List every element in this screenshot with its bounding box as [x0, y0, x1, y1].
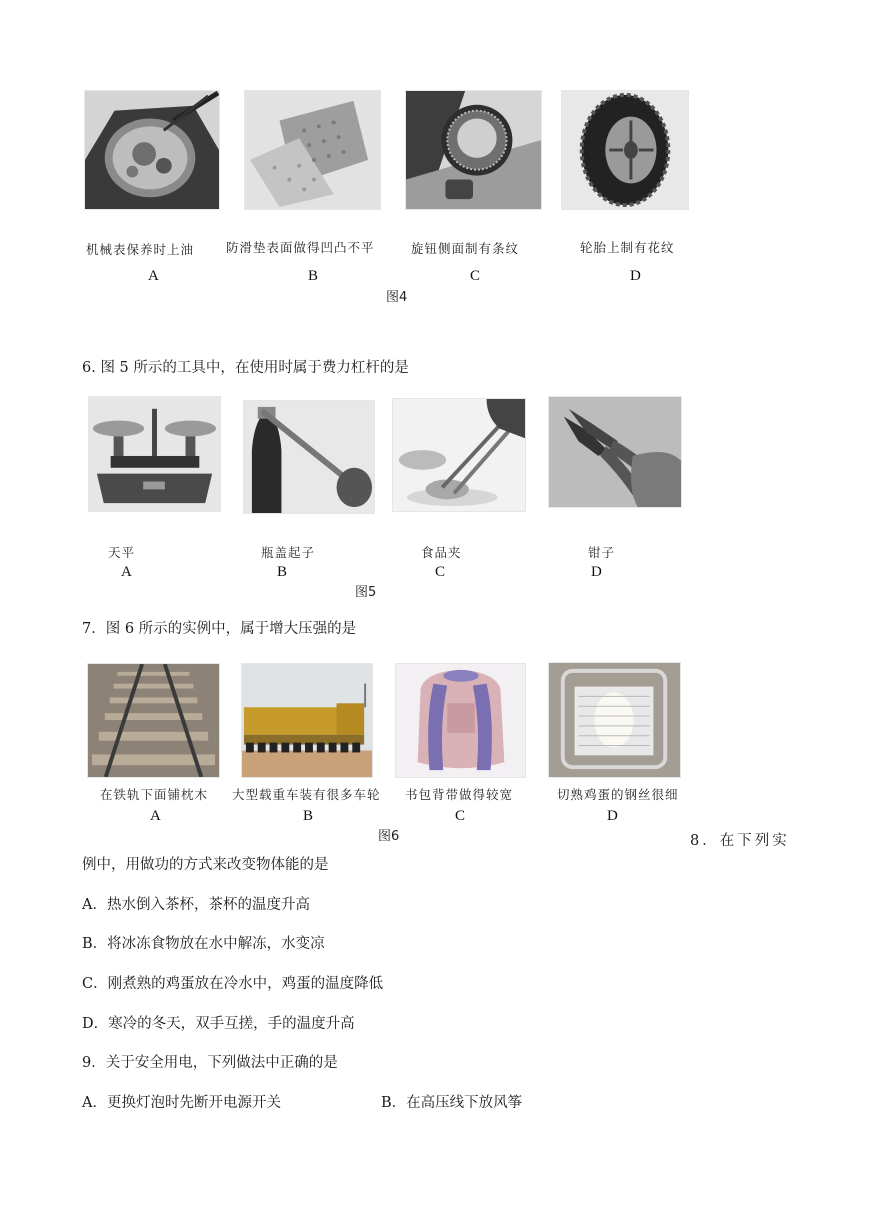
- heavy-truck-image: [241, 663, 373, 778]
- figure5-letter-b: B: [277, 564, 288, 580]
- question-8-text: 例中，用做功的方式来改变物体能的是: [82, 857, 329, 873]
- food-tongs-image: [392, 398, 526, 512]
- railway-image: [87, 663, 220, 778]
- figure6-caption-a: 在铁轨下面铺枕木: [100, 787, 209, 802]
- question-8-option-c: C．刚煮熟的鸡蛋放在冷水中，鸡蛋的温度降低: [82, 976, 384, 992]
- egg-slicer-image: [548, 662, 681, 778]
- question-8-lead: 8．在下列实: [690, 833, 790, 849]
- question-9-option-a: A．更换灯泡时先断开电源开关: [82, 1095, 281, 1111]
- knob-image: [405, 90, 542, 210]
- question-7-text: 7．图 6 所示的实例中，属于增大压强的是: [82, 621, 357, 637]
- figure5-letter-d: D: [591, 564, 602, 580]
- question-8-option-d: D．寒冷的冬天，双手互搓，手的温度升高: [82, 1016, 355, 1032]
- figure4-caption-a: 机械表保养时上油: [86, 242, 195, 257]
- question-9-text: 9．关于安全用电，下列做法中正确的是: [82, 1055, 338, 1071]
- figure4-letter-d: D: [630, 268, 641, 284]
- question-6-text: 6. 图 5 所示的工具中，在使用时属于费力杠杆的是: [82, 360, 409, 376]
- bottle-opener-image: [243, 400, 375, 514]
- figure6-label: 图6: [378, 829, 400, 844]
- figure4-label: 图4: [386, 290, 408, 305]
- figure4-caption-c: 旋钮侧面制有条纹: [411, 241, 520, 256]
- question-9-option-b: B．在高压线下放风筝: [381, 1095, 523, 1111]
- question-8-option-a: A．热水倒入茶杯，茶杯的温度升高: [82, 897, 310, 913]
- figure4-letter-c: C: [470, 268, 481, 284]
- figure4-caption-b: 防滑垫表面做得凹凸不平: [226, 240, 375, 255]
- anti-slip-mat-image: [244, 90, 381, 210]
- figure5-letter-a: A: [121, 564, 132, 580]
- figure4-caption-d: 轮胎上制有花纹: [580, 240, 675, 255]
- figure6-letter-b: B: [303, 808, 314, 824]
- tire-image: [561, 90, 689, 210]
- question-8-option-b: B．将冰冻食物放在水中解冻，水变凉: [82, 936, 325, 952]
- figure6-letter-a: A: [150, 808, 161, 824]
- figure5-caption-c: 食品夹: [421, 545, 462, 560]
- figure6-caption-d: 切熟鸡蛋的钢丝很细: [557, 787, 679, 802]
- backpack-image: [395, 663, 526, 778]
- pliers-image: [548, 396, 682, 508]
- figure6-letter-c: C: [455, 808, 466, 824]
- figure4-letter-b: B: [308, 268, 319, 284]
- figure6-letter-d: D: [607, 808, 618, 824]
- figure6-caption-b: 大型载重车装有很多车轮: [232, 787, 381, 802]
- figure5-caption-b: 瓶盖起子: [261, 545, 316, 560]
- figure4-letter-a: A: [148, 268, 159, 284]
- figure5-label: 图5: [355, 585, 377, 600]
- figure5-letter-c: C: [435, 564, 446, 580]
- figure6-caption-c: 书包背带做得较宽: [405, 787, 514, 802]
- watch-image: [84, 90, 220, 210]
- figure5-caption-a: 天平: [108, 545, 136, 560]
- figure5-caption-d: 钳子: [588, 545, 616, 560]
- balance-image: [88, 396, 221, 512]
